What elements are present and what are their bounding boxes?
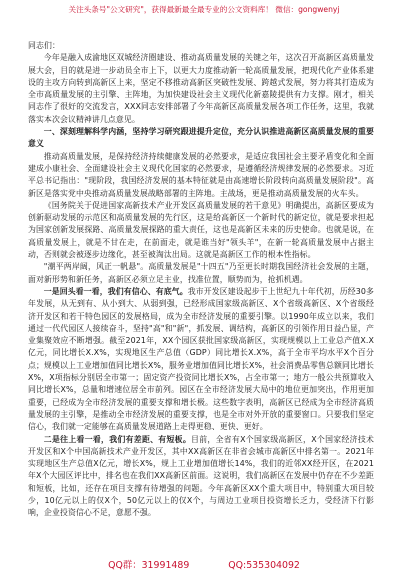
subpoint-title: 一是回头看一看，我们有信心、有底气。: [43, 286, 188, 296]
promo-banner: 关注头条号"公文研究"，获得最新最全最专业的公文资料库！ 微信：gongwenyj: [68, 5, 340, 14]
body-paragraph: [28, 286, 374, 434]
body-paragraph: [28, 434, 374, 520]
subpoint-text: 我市开发区建设起步于上世纪九十年代初，历经30多年发展，从无到有、从小到大、从弱到强，已经形成国家级高新区、X个省级高新区、X个省级经济开发区和若干特色园区的发展格局，成为全市经济发展的重要引擎。以1990年成立以来，我们通过一代代园区人接续奋斗，坚持"高"和"新"，抓发展、调结构，高新区的引领作用日益凸显，产业集聚效应不断增强。截至2021年，XX个园区获批国家级高新区，实现规模以上工业总产值X.X亿元，同比增长X.X%，实现地区生产总值（GDP）同比增长X.X%，高于全市平均水平X个百分点；规模以上工业增加值同比增长X%，服务业增加值同比增长X%，社会消费品零售总额同比增长X%，X项指标分别居全市第一；固定资产投资同比增长X%，占全市第一；地方一般公共预算收入同比增长X%，总量和增速位居全市前列。园区在全市经济发展大局中的地位更加突出，作用更加重要，已经成为全市经济发展的重要支撑和增长极。这些数字表明，高新区已经成为全市经济高质量发展的主引擎，是推动全市经济发展的重要支撑，也是全市对外开放的重要窗口。只要我们坚定信心，我们就一定能够在高质量发展道路上走得更稳、更快、更好。: [28, 286, 374, 432]
salutation: 同志们：: [28, 41, 60, 50]
body-paragraph: 《国务院关于促进国家高新技术产业开发区高质量发展的若干意见》明确提出，高新区要成为创新驱动发展的示范区和高质量发展的先行区，这是给高新区一个新时代的新定位，就是要求担起为国家创新发展探路、高质量发展探路的重大责任，这也是高新区未来的历史使命。也就是说，在高质量发展上，就是不甘在走，在前面走，就是谁当好"领头羊"，在新一轮高质量发展中占据主动，否则就会被逐步边缘化，甚至被淘汰出局。这就是高新区工作的根本性指标。: [28, 200, 374, 260]
subpoint-title: 二是往上看一看，我们有差距、有短板。: [43, 434, 192, 444]
body-paragraph: "潮平两岸阔，风正一帆悬"。高质量发展是"十四五"乃至更长时期我国经济社会发展的主题，面对新形势和新任务，高新区必须立足主业，找准位置，顺势而为，抢抓机遇。: [28, 262, 374, 284]
body-paragraph: 推动高质量发展，是保持经济持续健康发展的必然要求，是适应我国社会主要矛盾变化和全面建成小康社会、全面建设社会主义现代化国家的必然要求，是遵循经济规律发展的必然要求。习近平总书记指出："现阶段，我国经济发展的基本特征就是由高速增长阶段转向高质量发展阶段"。高新区是落实党中央推动高质量发展战略部署的主阵地。主战场，更是推动高质量发展的火车头。: [28, 151, 374, 198]
qq-group-label: QQ群：31991489: [108, 560, 190, 571]
qq-label: QQ:535304092: [228, 560, 300, 571]
section-heading: 一、深刻理解科学内涵，坚持学习研究跟进提升定位，充分认识推进高新区高质量发展的重要意义: [28, 127, 374, 149]
subpoint-text: 目前，全省有X个国家级高新区，X个国家经济技术开发区和X个中国高新技术产业开发区，其中XX高新区在非省会城市高新区中排名第一。2021年实现地区生产总值X亿元，增长X%，规上工业增加值增长14%，我们的近邻XX经开区，在2021年X个大园区评比中，排名也在我们XX高新区前面。这说明，我们高新区在发展中仍存在不少差距和短板，比如，还存在项目支撑有待增强的问题。今年高新区XX个重大项目中，特别重大项目较少，10亿元以上的仅X个，50亿元以上的仅X个，与周边工业项目投资增长乏力，受经济下行影响，企业投资信心不足，意愿不强。: [28, 434, 374, 518]
document-body: [28, 40, 374, 520]
contact-footer: [0, 557, 408, 571]
body-paragraph: 今年是融入成渝地区双城经济圈建设、推动高质量发展的关键之年，这次召开高新区高质量发展大会，目的就是进一步动员全市上下，以更大力度推动新一轮高质量发展，把现代化产业体系建设的主攻方向转到高新区上来，坚定不移推动高新区突破性发展、跨越式发展，努力将其打造成为全市高质量发展的主引擎、主阵地，为加快建设社会主义现代化新嘉陵提供有力支撑。刚才，相关同志作了很好的交流发言，XXX同志安排部署了今年高新区高质量发展各项工作任务，这里，我就落实本次会议精神讲几点意见。: [28, 53, 374, 124]
